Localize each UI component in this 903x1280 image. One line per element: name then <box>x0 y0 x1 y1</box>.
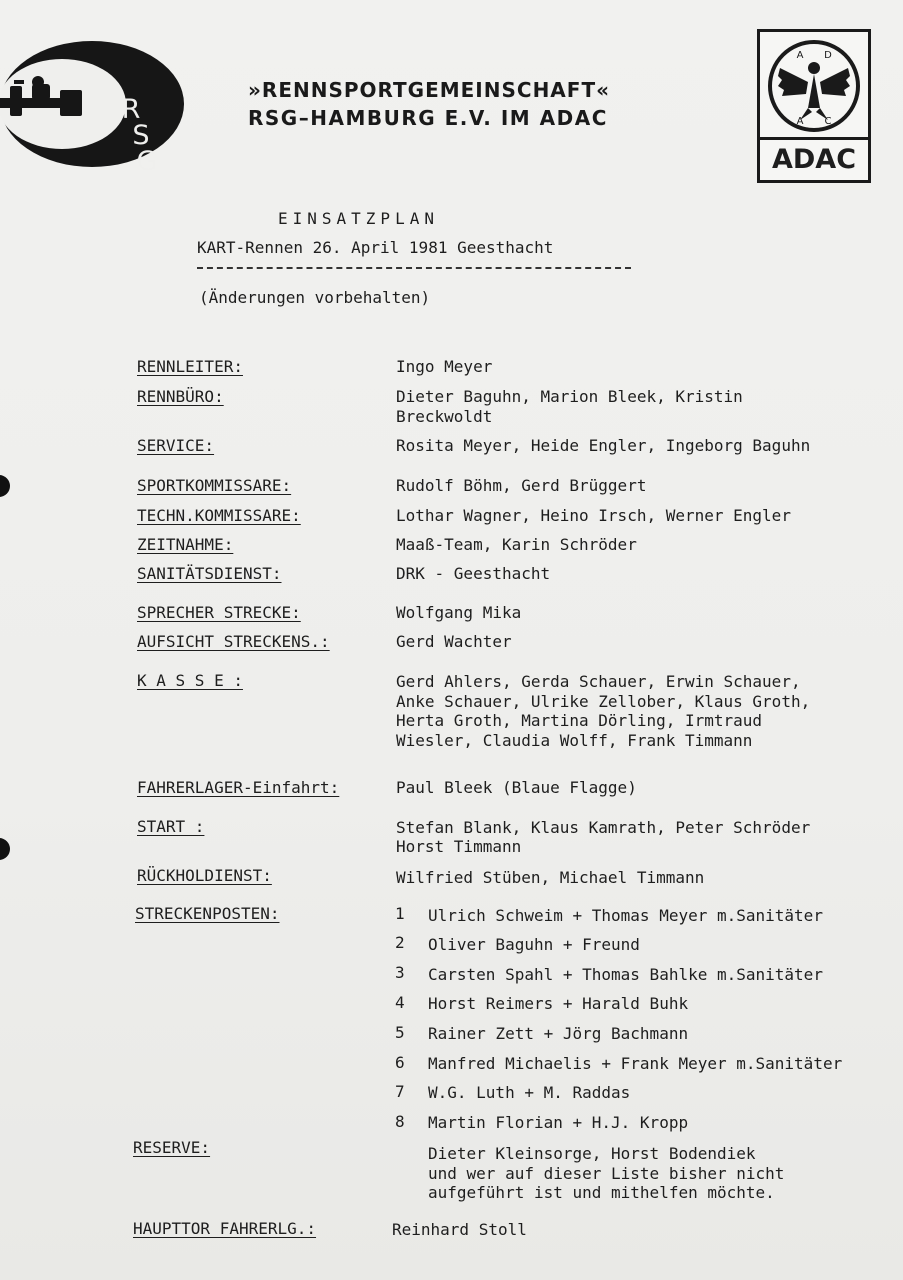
post-assignment: Manfred Michaelis + Frank Meyer m.Sanitäter <box>428 1054 843 1073</box>
punch-hole <box>0 475 10 497</box>
role-label: RENNLEITER: <box>137 357 243 376</box>
eagle-seal-icon <box>764 36 864 136</box>
reserve-label: RESERVE: <box>133 1138 211 1157</box>
org-name-line1: »RENNSPORTGEMEINSCHAFT« <box>248 78 611 102</box>
reserve-value: und wer auf dieser Liste bisher nicht <box>428 1164 785 1183</box>
post-number: 8 <box>395 1112 405 1131</box>
post-assignment: Horst Reimers + Harald Buhk <box>428 994 689 1013</box>
logo-letter-r: R <box>121 94 141 125</box>
role-value: Herta Groth, Martina Dörling, Irmtraud <box>396 711 763 730</box>
post-number: 4 <box>395 993 405 1012</box>
role-value: Breckwoldt <box>396 407 493 426</box>
haupttor-label: HAUPTTOR FAHRERLG.: <box>133 1219 317 1238</box>
seal-letter: A <box>796 50 804 61</box>
role-value: Rudolf Böhm, Gerd Brüggert <box>396 476 647 495</box>
post-assignment: Ulrich Schweim + Thomas Meyer m.Sanitäter <box>428 906 823 925</box>
role-value: Paul Bleek (Blaue Flagge) <box>396 778 637 797</box>
role-value: Horst Timmann <box>396 837 522 856</box>
role-label: SERVICE: <box>137 436 215 455</box>
role-label: SPRECHER STRECKE: <box>137 603 301 622</box>
role-value: Lothar Wagner, Heino Irsch, Werner Engler <box>396 506 791 525</box>
adac-badge <box>757 29 871 183</box>
changes-note: (Änderungen vorbehalten) <box>199 288 431 307</box>
seal-letter: D <box>824 50 832 61</box>
role-label: TECHN.KOMMISSARE: <box>137 506 301 525</box>
role-label: SPORTKOMMISSARE: <box>137 476 292 495</box>
post-assignment: W.G. Luth + M. Raddas <box>428 1083 631 1102</box>
letterhead <box>248 76 610 132</box>
role-label: SANITÄTSDIENST: <box>137 564 282 583</box>
adac-label: ADAC <box>760 137 868 180</box>
logo-letter-g: G <box>136 146 158 170</box>
role-label: FAHRERLAGER-Einfahrt: <box>137 778 340 797</box>
logo-letter-s: S <box>132 120 150 151</box>
role-value: Wolfgang Mika <box>396 603 522 622</box>
role-value: Stefan Blank, Klaus Kamrath, Peter Schröder <box>396 818 811 837</box>
role-value: Wiesler, Claudia Wolff, Frank Timmann <box>396 731 753 750</box>
haupttor-value: Reinhard Stoll <box>392 1220 527 1239</box>
role-label: RÜCKHOLDIENST: <box>137 866 272 885</box>
rsg-logo <box>0 40 185 170</box>
post-assignment: Rainer Zett + Jörg Bachmann <box>428 1024 689 1043</box>
role-label: K A S S E : <box>137 671 243 690</box>
role-value: DRK - Geesthacht <box>396 564 551 583</box>
role-value: Gerd Wachter <box>396 632 512 651</box>
role-label: START : <box>137 817 205 836</box>
seal-letter: C <box>824 116 832 127</box>
rsg-logo-graphic <box>0 40 185 170</box>
role-value: Wilfried Stüben, Michael Timmann <box>396 868 705 887</box>
post-number: 5 <box>395 1023 405 1042</box>
org-name-line2: RSG–HAMBURG E.V. IM ADAC <box>248 106 608 130</box>
role-label: ZEITNAHME: <box>137 535 234 554</box>
role-label: AUFSICHT STRECKENS.: <box>137 632 330 651</box>
role-value: Dieter Baguhn, Marion Bleek, Kristin <box>396 387 743 406</box>
role-value: Rosita Meyer, Heide Engler, Ingeborg Baguhn <box>396 436 811 455</box>
dashed-divider <box>197 267 631 269</box>
post-assignment: Oliver Baguhn + Freund <box>428 935 640 954</box>
post-number: 3 <box>395 963 405 982</box>
seal-letter: A <box>796 116 804 127</box>
post-number: 7 <box>395 1082 405 1101</box>
post-number: 1 <box>395 904 405 923</box>
role-value: Ingo Meyer <box>396 357 493 376</box>
streckenposten-label: STRECKENPOSTEN: <box>135 904 280 923</box>
role-value: Anke Schauer, Ulrike Zellober, Klaus Groth, <box>396 692 811 711</box>
document-subtitle: KART-Rennen 26. April 1981 Geesthacht <box>197 238 554 257</box>
reserve-value: Dieter Kleinsorge, Horst Bodendiek <box>428 1144 756 1163</box>
role-value: Maaß-Team, Karin Schröder <box>396 535 637 554</box>
role-value: Gerd Ahlers, Gerda Schauer, Erwin Schauer, <box>396 672 801 691</box>
post-assignment: Carsten Spahl + Thomas Bahlke m.Sanitäter <box>428 965 823 984</box>
reserve-value: aufgeführt ist und mithelfen möchte. <box>428 1183 775 1202</box>
post-number: 2 <box>395 933 405 952</box>
post-number: 6 <box>395 1053 405 1072</box>
post-assignment: Martin Florian + H.J. Kropp <box>428 1113 689 1132</box>
document-title: EINSATZPLAN <box>278 209 439 228</box>
punch-hole <box>0 838 10 860</box>
role-label: RENNBÜRO: <box>137 387 224 406</box>
